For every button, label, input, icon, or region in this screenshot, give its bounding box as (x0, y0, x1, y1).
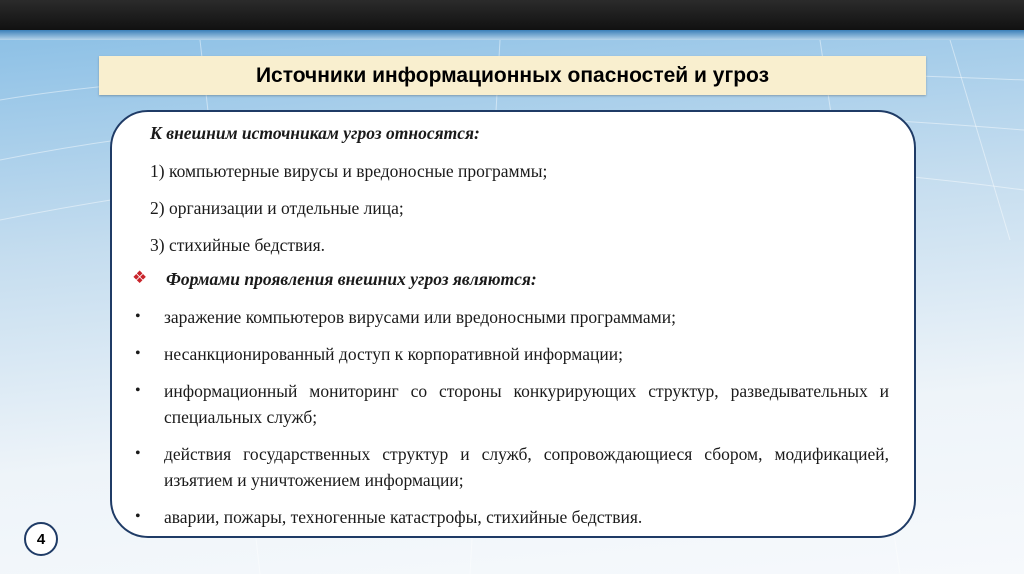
slide-title: Источники информационных опасностей и угроз (99, 56, 926, 95)
forms-item-3: информационный мониторинг со стороны конкурирующих структур, разведывательных и специальных служб; (164, 381, 889, 427)
external-sources-heading: К внешним источникам угроз относятся: (150, 123, 480, 143)
top-dark-bar (0, 0, 1024, 30)
forms-item-2: несанкционированный доступ к корпоративной информации; (164, 344, 623, 364)
diamond-bullet-icon: ❖ (132, 268, 148, 287)
bullet-icon: • (135, 508, 141, 525)
bullet-icon: • (135, 445, 141, 462)
bullet-icon: • (135, 382, 141, 399)
external-item-3: 3) стихийные бедствия. (150, 235, 326, 255)
bullet-icon: • (135, 345, 141, 362)
forms-item-1: заражение компьютеров вирусами или вредоносными программами; (164, 307, 676, 327)
forms-item-5: аварии, пожары, техногенные катастрофы, стихийные бедствия. (164, 507, 643, 527)
forms-item-4: действия государственных структур и служб, сопровождающиеся сбором, модификацией, изъятием и уничтожением информации; (164, 444, 889, 490)
forms-heading: Формами проявления внешних угроз являются: (166, 269, 537, 289)
page-number: 4 (24, 522, 58, 556)
external-item-1: 1) компьютерные вирусы и вредоносные программы; (150, 161, 548, 181)
external-item-2: 2) организации и отдельные лица; (150, 198, 404, 218)
bullet-icon: • (135, 308, 141, 325)
top-blue-strip (0, 30, 1024, 40)
